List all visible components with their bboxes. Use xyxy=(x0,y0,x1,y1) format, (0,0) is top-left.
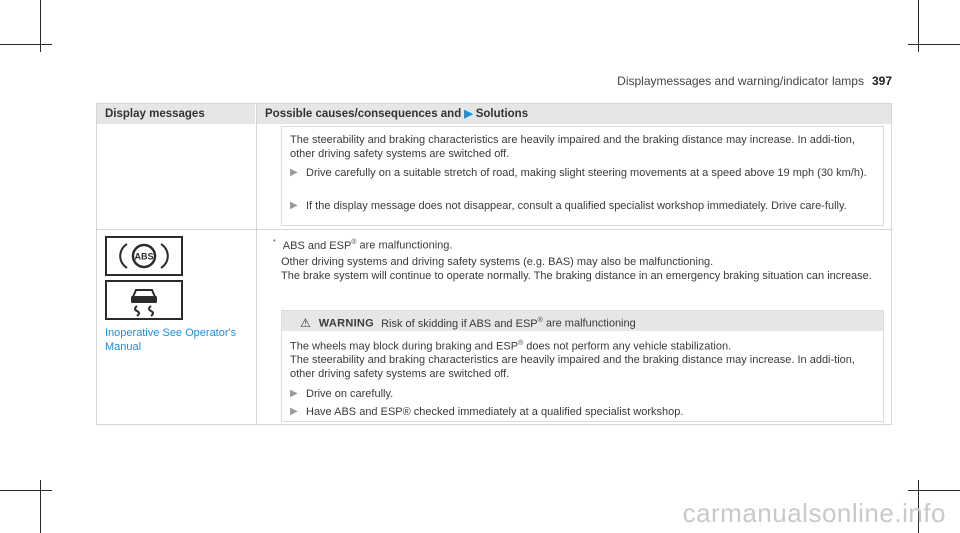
page-number: 397 xyxy=(871,74,892,88)
footnote-marker: * xyxy=(273,239,276,246)
warning-title: Risk of skidding if ABS and ESP xyxy=(381,317,538,330)
esp-skid-lamp xyxy=(105,280,183,320)
crop-mark xyxy=(0,490,52,491)
registered-mark: ® xyxy=(518,340,524,347)
inoperative-manual-link[interactable]: Inoperative See Operator's Manual xyxy=(105,327,237,353)
bullet-arrow-icon: ▶ xyxy=(290,167,298,178)
svg-text:ABS: ABS xyxy=(134,251,154,262)
running-header xyxy=(617,74,892,88)
bullet-arrow-icon: ▶ xyxy=(290,406,298,417)
row-divider xyxy=(97,229,891,230)
crop-mark xyxy=(908,44,960,45)
crop-mark xyxy=(918,0,919,52)
col-header-causes-solutions xyxy=(257,104,891,124)
column-divider xyxy=(256,104,257,424)
abs-icon xyxy=(107,238,181,274)
list-item xyxy=(282,166,875,180)
bullet-arrow-icon: ▶ xyxy=(290,388,298,399)
crop-mark xyxy=(40,0,41,52)
row1-intro: The steerability and braking characteristics are heavily impaired and the braking distance may increase. In addi-tion, other driving safety systems are switched off. xyxy=(290,134,855,160)
bullet-arrow-icon: ▶ xyxy=(290,200,298,211)
warning-label: WARNING xyxy=(318,317,375,330)
col-header-suffix: Solutions xyxy=(475,108,529,120)
crop-mark xyxy=(40,480,41,533)
arrow-right-icon: ▶ xyxy=(464,108,473,120)
list-item xyxy=(282,199,875,213)
warning-line1-text: The wheels may block during braking and ESP xyxy=(290,340,519,353)
section-title: Displaymessages and warning/indicator lamps xyxy=(617,74,864,88)
abs-warning-lamp xyxy=(105,236,183,276)
crop-mark xyxy=(908,490,960,491)
warning-line1 xyxy=(290,337,875,354)
crop-mark xyxy=(0,44,52,45)
list-item xyxy=(282,405,875,419)
col-header-display-messages: Display messages xyxy=(97,104,255,124)
display-messages-table xyxy=(96,103,892,425)
row2-para2: The brake system will continue to operate normally. The braking distance in an emergency braking situation can increase. xyxy=(281,270,872,282)
warning-triangle-icon: ⚠ xyxy=(300,315,311,330)
list-item xyxy=(282,387,875,401)
row1-content-box xyxy=(281,126,884,226)
bullet-text: Have ABS and ESP® checked immediately at a qualified specialist workshop. xyxy=(306,406,684,418)
cause-text-suffix: are malfunctioning. xyxy=(356,239,453,252)
cause-text: ABS and ESP xyxy=(282,239,352,252)
col-header-prefix: Possible causes/consequences and xyxy=(265,108,462,120)
warning-line2: The steerability and braking characteristics are heavily impaired and the braking distance may increase. In addi-tion, other driving safety systems are switched off. xyxy=(290,354,855,380)
row2-para1: Other driving systems and driving safety systems (e.g. BAS) may also be malfunctioning. xyxy=(281,256,714,268)
watermark: carmanualsonline.info xyxy=(682,498,946,528)
warning-line1-suffix: does not perform any vehicle stabilization. xyxy=(523,340,732,353)
warning-title-suffix: are malfunctioning xyxy=(542,317,636,330)
warning-header xyxy=(282,311,883,331)
bullet-text: Drive on carefully. xyxy=(306,388,394,400)
registered-mark: ® xyxy=(537,317,543,324)
warning-box xyxy=(281,310,884,422)
skidding-car-icon xyxy=(107,282,181,318)
bullet-text: If the display message does not disappear, consult a qualified specialist workshop immediately. Drive care-fully. xyxy=(306,200,847,212)
registered-mark: ® xyxy=(351,239,357,246)
row2-cause xyxy=(273,236,881,253)
bullet-text: Drive carefully on a suitable stretch of road, making slight steering movements at a speed above 19 mph (30 km/h). xyxy=(306,167,867,179)
